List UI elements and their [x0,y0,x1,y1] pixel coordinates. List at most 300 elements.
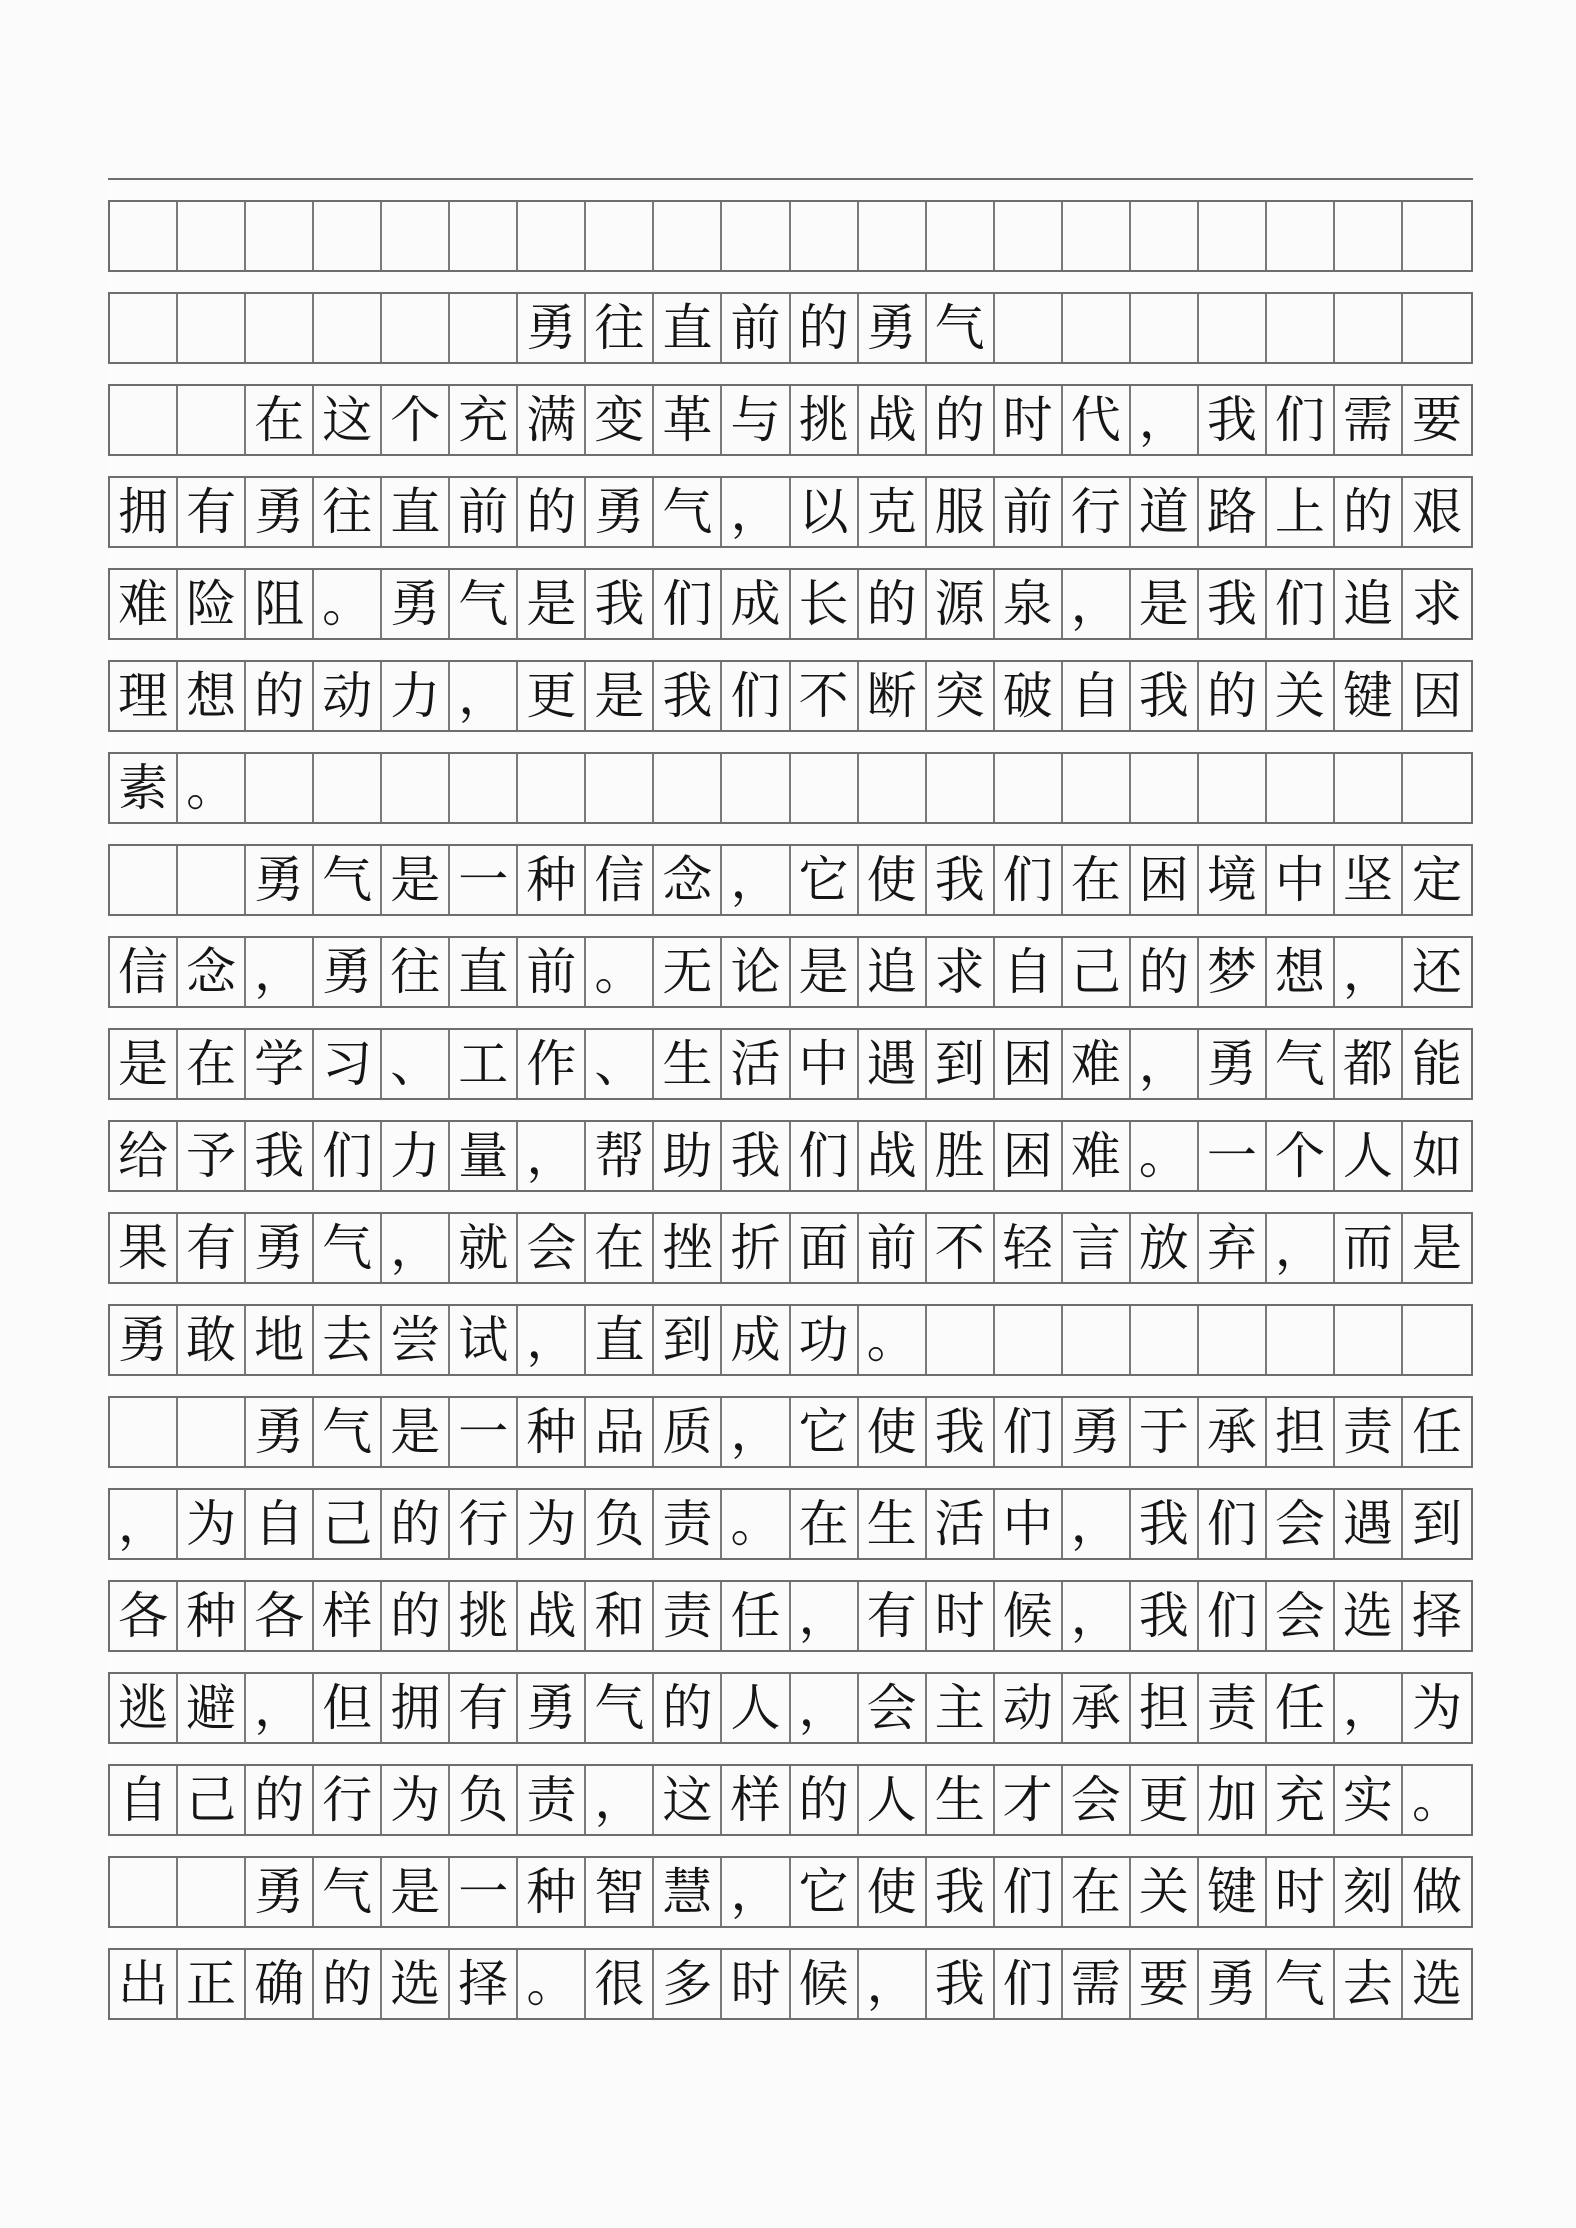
grid-cell-char: 选 [382,1950,450,2018]
grid-cell-char: 、 [382,1030,450,1098]
grid-cell-char: 勇 [382,570,450,638]
grid-cell-empty [382,754,450,822]
grid-cell-char: 种 [518,1858,586,1926]
grid-cell-empty [927,1306,995,1374]
grid-cell-char: 能 [1411,1035,1462,1093]
grid-cell-char: 理 [110,662,178,730]
row-separator [108,1650,1473,1674]
grid-cell-empty [995,202,1063,270]
grid-cell-empty [791,202,859,270]
grid-cell-char: 的 [382,1582,450,1650]
grid-cell-empty [246,754,314,822]
grid-cell-char: 使 [859,846,927,914]
grid-cell-char: 助 [654,1122,722,1190]
grid-cell-char: 生 [654,1030,722,1098]
grid-cell-char: 前 [859,1214,927,1282]
grid-cell-char: 候 [995,1582,1063,1650]
grid-cell-char: 动 [314,662,382,730]
grid-cell-char: 我 [927,1950,995,2018]
grid-cell-char: 我 [586,570,654,638]
row-separator [108,1374,1473,1398]
grid-cell-char: 和 [586,1582,654,1650]
grid-cell-char: 自 [1063,662,1131,730]
grid-cell-char: 责 [1199,1674,1267,1742]
row-separator [108,730,1473,754]
grid-cell-char: 往 [314,478,382,546]
grid-cell-char: 一 [1199,1122,1267,1190]
grid-cell-char: 习 [314,1030,382,1098]
grid-cell-char: 种 [518,1398,586,1466]
grid-cell-empty [1267,754,1335,822]
grid-cell-empty [178,202,246,270]
grid-cell-empty [314,202,382,270]
grid-cell-char: 前 [450,478,518,546]
grid-cell-char: 它 [791,1398,859,1466]
grid-cell-char: 择 [450,1950,518,2018]
grid-cell-char: 任 [1267,1674,1335,1742]
grid-cell-empty [1199,1306,1267,1374]
grid-cell-char: 。 [722,1490,790,1558]
grid-cell-char: 我 [1199,570,1267,638]
grid-cell-char: ， [1063,570,1131,638]
grid-cell-empty [859,754,927,822]
grid-cell-char: 定 [1411,851,1462,909]
grid-cell-char: 的 [518,478,586,546]
row-separator [108,362,1473,386]
grid-cell-char: 们 [995,1950,1063,2018]
grid-cell-char: 气 [1267,1030,1335,1098]
grid-cell-char: 是 [1411,1219,1462,1277]
grid-cell-char: 梦 [1199,938,1267,1006]
grid-cell-empty [859,202,927,270]
grid-cell-char: 困 [995,1122,1063,1190]
grid-cell-empty [1063,202,1131,270]
row-separator [108,546,1473,570]
grid-cell-char: 种 [518,846,586,914]
grid-cell-empty [314,294,382,362]
grid-cell-char: ， [722,478,790,546]
grid-cell-char: 代 [1063,386,1131,454]
grid-cell-char: 难 [1063,1122,1131,1190]
grid-cell-char: 们 [1199,1582,1267,1650]
grid-cell-char: 们 [722,662,790,730]
paragraph-3-line [108,1766,1473,1834]
grid-cell-char: 勇 [518,294,586,362]
grid-cell-char: 。 [1411,1771,1462,1829]
grid-cell-char: 无 [654,938,722,1006]
grid-cell-empty [110,294,178,362]
grid-cell-char: 功 [791,1306,859,1374]
grid-cell-char: 们 [995,1858,1063,1926]
grid-cell-char: 战 [859,1122,927,1190]
grid-cell-char: 在 [1063,1858,1131,1926]
grid-cell-char: 前 [995,478,1063,546]
grid-cell-empty [450,294,518,362]
grid-cell-empty [995,1306,1063,1374]
grid-cell-char: 出 [110,1950,178,2018]
grid-cell-char: 选 [1411,1955,1462,2013]
grid-cell-char: 遇 [1335,1490,1403,1558]
grid-cell-char: 我 [927,1398,995,1466]
grid-cell-char: 试 [450,1306,518,1374]
grid-cell-char: 追 [859,938,927,1006]
grid-cell-char: 困 [1131,846,1199,914]
grid-cell-char: 更 [518,662,586,730]
grid-cell-char: 服 [927,478,995,546]
grid-cell-char: 坚 [1335,846,1403,914]
row-separator [108,914,1473,938]
grid-cell-char: 要 [1131,1950,1199,2018]
grid-cell-char: 境 [1199,846,1267,914]
grid-cell-char: 勇 [518,1674,586,1742]
grid-cell-char: ， [110,1490,178,1558]
grid-cell-char: 责 [654,1490,722,1558]
grid-cell-char: 的 [1199,662,1267,730]
grid-cell-char: 责 [654,1582,722,1650]
grid-cell-char: ， [1335,1674,1403,1742]
grid-cell-char: 突 [927,662,995,730]
grid-cell-char: ， [382,1214,450,1282]
grid-cell-char: 勇 [246,478,314,546]
grid-cell-char: ， [518,1122,586,1190]
grid-cell-char: 很 [586,1950,654,2018]
grid-cell-empty [1335,754,1403,822]
grid-cell-char: 会 [859,1674,927,1742]
grid-cell-char: 念 [178,938,246,1006]
grid-cell-char: 活 [927,1490,995,1558]
grid-cell-char: 放 [1131,1214,1199,1282]
grid-cell-char: 我 [1131,1582,1199,1650]
grid-cell-char: 择 [1411,1587,1462,1645]
grid-cell-char: 在 [246,386,314,454]
grid-cell-char: 动 [995,1674,1063,1742]
grid-cell-char: 往 [382,938,450,1006]
grid-cell-char: 候 [791,1950,859,2018]
grid-cell-empty [314,754,382,822]
grid-cell-empty [1131,1306,1199,1374]
grid-cell-char: 遇 [859,1030,927,1098]
grid-cell-char: 挑 [450,1582,518,1650]
grid-cell-char: 直 [586,1306,654,1374]
grid-cell-empty [110,1858,178,1926]
grid-cell-empty [1335,202,1403,270]
grid-cell-empty [1403,202,1471,270]
grid-cell-char: 是 [1131,570,1199,638]
row-separator [108,1098,1473,1122]
grid-cell-char: ， [791,1582,859,1650]
grid-cell-char: 路 [1199,478,1267,546]
grid-cell-char: ， [518,1306,586,1374]
grid-cell-char: 气 [1267,1950,1335,2018]
paragraph-1-line [108,662,1473,730]
grid-cell-char: 人 [722,1674,790,1742]
grid-cell-empty [722,754,790,822]
grid-cell-char: 。 [518,1950,586,2018]
paragraph-4-line [108,1950,1473,2018]
grid-cell-char: 们 [654,570,722,638]
grid-cell-empty [110,202,178,270]
grid-cell-empty [1335,1306,1403,1374]
grid-cell-char: 自 [995,938,1063,1006]
grid-cell-char: 而 [1335,1214,1403,1282]
grid-cell-char: 前 [518,938,586,1006]
grid-cell-char: 到 [927,1030,995,1098]
grid-cell-empty [178,846,246,914]
row-separator [108,1742,1473,1766]
grid-cell-char: 去 [314,1306,382,1374]
grid-cell-char: 气 [927,294,995,362]
grid-cell-char: 需 [1063,1950,1131,2018]
grid-cell-char: 刻 [1335,1858,1403,1926]
grid-cell-char: 才 [995,1766,1063,1834]
grid-cell-char: 素 [110,754,178,822]
grid-cell-char: 我 [1199,386,1267,454]
grid-cell-char: 长 [791,570,859,638]
grid-cell-char: 断 [859,662,927,730]
grid-cell-empty [1063,294,1131,362]
grid-cell-char: 气 [314,1214,382,1282]
grid-cell-char: 敢 [178,1306,246,1374]
grid-cell-empty [1063,1306,1131,1374]
grid-cell-char: 成 [722,570,790,638]
grid-cell-char: 个 [1267,1122,1335,1190]
grid-cell-empty [110,386,178,454]
grid-cell-char: 的 [1131,938,1199,1006]
grid-cell-char: 是 [382,1858,450,1926]
grid-cell-char: 源 [927,570,995,638]
grid-cell-char: 担 [1131,1674,1199,1742]
grid-cell-char: 一 [450,1858,518,1926]
grid-cell-char: 都 [1335,1030,1403,1098]
grid-cell-char: 中 [1267,846,1335,914]
grid-cell-char: 的 [1335,478,1403,546]
paragraph-2-line [108,938,1473,1006]
grid-cell-char: 如 [1411,1127,1462,1185]
grid-cell-char: 们 [1199,1490,1267,1558]
grid-cell-empty [1267,294,1335,362]
grid-cell-char: 道 [1131,478,1199,546]
grid-cell-empty [178,386,246,454]
grid-cell-char: 力 [382,662,450,730]
grid-cell-char: 还 [1411,943,1462,1001]
grid-cell-char: ， [722,1858,790,1926]
grid-cell-empty [586,202,654,270]
grid-cell-char: 为 [178,1490,246,1558]
grid-cell-char: 行 [314,1766,382,1834]
grid-cell-char: ， [246,938,314,1006]
grid-cell-char: 挑 [791,386,859,454]
grid-cell-char: 战 [859,386,927,454]
row-separator [108,178,1473,202]
grid-cell-char: 负 [450,1766,518,1834]
grid-cell-char: 勇 [1199,1950,1267,2018]
grid-cell-char: 的 [859,570,927,638]
grid-cell-char: ， [586,1766,654,1834]
grid-cell-empty [110,846,178,914]
grid-cell-char: 险 [178,570,246,638]
grid-cell-char: 求 [1411,575,1462,633]
grid-cell-char: ， [246,1674,314,1742]
grid-cell-char: 更 [1131,1766,1199,1834]
grid-cell-char: 在 [178,1030,246,1098]
grid-cell-char: 勇 [246,1858,314,1926]
grid-cell-char: 的 [791,294,859,362]
grid-cell-empty [1267,1306,1335,1374]
grid-cell-char: 于 [1131,1398,1199,1466]
grid-cell-char: 气 [654,478,722,546]
grid-cell-char: 工 [450,1030,518,1098]
grid-cell-char: 困 [995,1030,1063,1098]
grid-cell-char: 时 [1267,1858,1335,1926]
grid-cell-char: 任 [722,1582,790,1650]
grid-cell-char: 就 [450,1214,518,1282]
row-separator [108,1282,1473,1306]
grid-cell-char: 信 [110,938,178,1006]
grid-cell-char: 勇 [1063,1398,1131,1466]
grid-cell-char: 会 [1267,1582,1335,1650]
grid-cell-char: 使 [859,1858,927,1926]
grid-cell-char: 拥 [382,1674,450,1742]
grid-cell-char: 有 [178,478,246,546]
grid-cell-char: ， [722,846,790,914]
grid-cell-char: 轻 [995,1214,1063,1282]
grid-cell-char: 任 [1411,1403,1462,1461]
grid-cell-char: 念 [654,846,722,914]
grid-cell-char: 我 [927,846,995,914]
grid-cell-char: 。 [586,938,654,1006]
grid-cell-char: 承 [1063,1674,1131,1742]
grid-cell-char: 量 [450,1122,518,1190]
grid-cell-empty [1267,202,1335,270]
grid-cell-empty [450,202,518,270]
grid-cell-char: 品 [586,1398,654,1466]
grid-cell-empty [178,1858,246,1926]
grid-cell-char: 选 [1335,1582,1403,1650]
grid-cell-empty [1403,754,1471,822]
grid-cell-char: 们 [995,846,1063,914]
grid-cell-char: 智 [586,1858,654,1926]
grid-cell-char: 样 [722,1766,790,1834]
grid-cell-char: 们 [1267,570,1335,638]
grid-cell-char: 。 [1131,1122,1199,1190]
grid-cell-char: 慧 [654,1858,722,1926]
grid-cell-empty [1335,294,1403,362]
grid-cell-char: 勇 [246,1398,314,1466]
grid-cell-char: 己 [178,1766,246,1834]
grid-cell-char: 自 [110,1766,178,1834]
grid-cell-char: 勇 [110,1306,178,1374]
paragraph-3-line [108,1398,1473,1466]
grid-cell-char: 艰 [1411,483,1462,541]
grid-cell-char: 要 [1411,391,1462,449]
grid-cell-char: 泉 [995,570,1063,638]
grid-cell-char: 我 [1131,1490,1199,1558]
grid-cell-char: 己 [1063,938,1131,1006]
row-separator [108,1558,1473,1582]
grid-cell-char: 多 [654,1950,722,2018]
grid-cell-char: 勇 [859,294,927,362]
grid-cell-empty [450,754,518,822]
grid-cell-char: 充 [1267,1766,1335,1834]
grid-cell-char: 时 [927,1582,995,1650]
grid-cell-empty [995,294,1063,362]
grid-cell-char: ， [1267,1214,1335,1282]
grid-cell-char: 中 [791,1030,859,1098]
grid-cell-char: 论 [722,938,790,1006]
paragraph-2-line [108,1030,1473,1098]
grid-cell-char: 。 [178,754,246,822]
grid-cell-char: 拥 [110,478,178,546]
grid-cell-char: 挫 [654,1214,722,1282]
grid-cell-char: 成 [722,1306,790,1374]
grid-cell-char: 会 [1267,1490,1335,1558]
grid-cell-char: 活 [722,1030,790,1098]
grid-cell-char: 键 [1199,1858,1267,1926]
paragraph-3-line [108,1582,1473,1650]
grid-cell-char: 们 [995,1398,1063,1466]
grid-cell-char: 我 [722,1122,790,1190]
grid-cell-char: 关 [1131,1858,1199,1926]
grid-cell-char: 会 [518,1214,586,1282]
grid-cell-char: 革 [654,386,722,454]
grid-cell-char: 勇 [586,478,654,546]
paragraph-2-line [108,1214,1473,1282]
grid-cell-char: 直 [654,294,722,362]
grid-cell-char: 各 [246,1582,314,1650]
grid-cell-char: 往 [586,294,654,362]
grid-cell-empty [518,754,586,822]
grid-cell-char: 的 [246,1766,314,1834]
composition-sheet [108,178,1473,2013]
grid-cell-char: ， [859,1950,927,2018]
grid-cell-char: 的 [654,1674,722,1742]
paragraph-3-line [108,1674,1473,1742]
grid-cell-char: 需 [1335,386,1403,454]
grid-cell-char: 破 [995,662,1063,730]
grid-cell-char: ， [1063,1582,1131,1650]
grid-cell-empty [1199,754,1267,822]
grid-cell-char: 到 [1411,1495,1462,1553]
grid-cell-char: 予 [178,1122,246,1190]
grid-cell-char: 去 [1335,1950,1403,2018]
grid-cell-char: 言 [1063,1214,1131,1282]
grid-cell-char: 避 [178,1674,246,1742]
grid-cell-char: 时 [722,1950,790,2018]
grid-cell-char: 尝 [382,1306,450,1374]
grid-cell-char: 各 [110,1582,178,1650]
grid-cell-char: 使 [859,1398,927,1466]
grid-cell-char: 质 [654,1398,722,1466]
grid-cell-char: 的 [791,1766,859,1834]
grid-cell-empty [178,1398,246,1466]
grid-cell-char: 它 [791,1858,859,1926]
paragraph-1-line [108,386,1473,454]
grid-cell-char: 作 [518,1030,586,1098]
grid-cell-char: 为 [382,1766,450,1834]
grid-cell-empty [1131,754,1199,822]
grid-cell-char: 充 [450,386,518,454]
paragraph-2-line [108,846,1473,914]
grid-cell-char: 是 [791,938,859,1006]
grid-cell-char: ， [791,1674,859,1742]
grid-cell-char: 生 [859,1490,927,1558]
row-separator [108,1926,1473,1950]
grid-cell-char: 是 [518,570,586,638]
grid-cell-char: 果 [110,1214,178,1282]
grid-cell-char: 这 [314,386,382,454]
grid-cell-empty [246,202,314,270]
grid-cell-char: 想 [178,662,246,730]
